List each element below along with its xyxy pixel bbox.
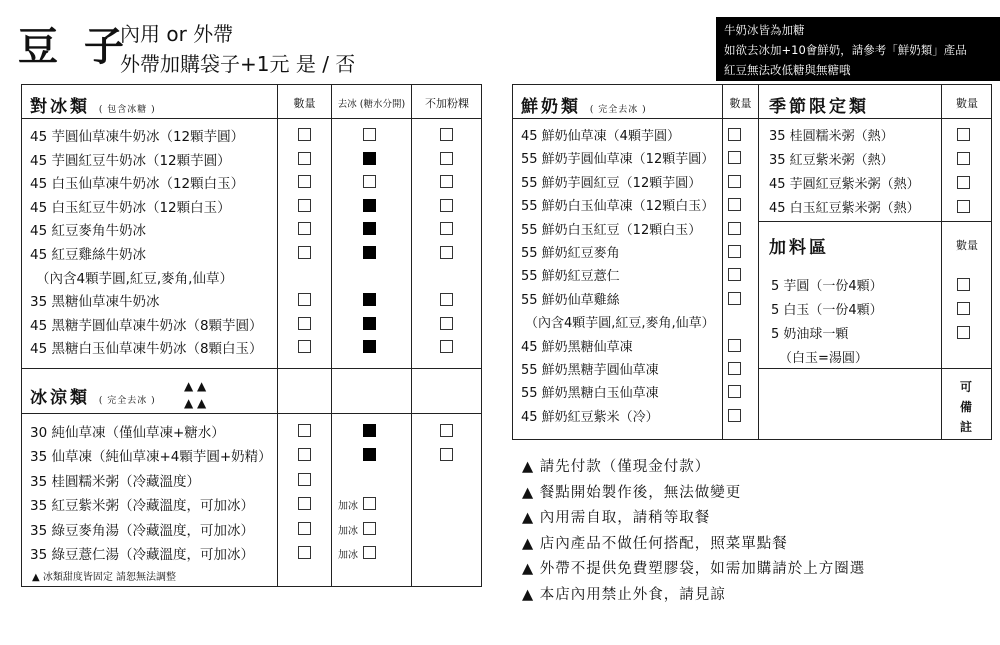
no-powder-checkbox[interactable] [440, 152, 453, 165]
qty-checkbox[interactable] [728, 128, 741, 141]
no-powder-checkbox[interactable] [440, 128, 453, 141]
qty-checkbox[interactable] [298, 522, 311, 535]
qty-checkbox[interactable] [957, 326, 970, 339]
cold-footnote: ▲ 冰類甜度皆固定 請恕無法調整 [32, 572, 177, 583]
cold-title: 冰涼類 ( 完全去冰 ) [30, 388, 156, 408]
rule-item: ▲ 本店內用禁止外食，請見諒 [522, 587, 726, 603]
qty-checkbox[interactable] [728, 245, 741, 258]
qty-checkbox[interactable] [728, 292, 741, 305]
qty-checkbox[interactable] [728, 198, 741, 211]
left-panel [21, 84, 482, 587]
shaved-ice-title: 對冰類 ( 包含冰糖 ) [30, 97, 156, 117]
menu-item: 45 黑糖芋圓仙草凍牛奶冰（8顆芋圓） [30, 317, 263, 334]
qty-checkbox[interactable] [298, 199, 311, 212]
menu-item: 35 仙草凍（純仙草凍+4顆芋圓+奶精） [30, 449, 272, 466]
qty-checkbox[interactable] [298, 222, 311, 235]
qty-checkbox[interactable] [728, 151, 741, 164]
no-powder-checkbox[interactable] [440, 424, 453, 437]
add-ice-checkbox[interactable] [363, 522, 376, 535]
menu-item: 45 鮮奶黑糖仙草凍 [521, 339, 633, 355]
add-ice-checkbox[interactable] [363, 497, 376, 510]
menu-item: 35 紅豆紫米粥（熱） [769, 153, 894, 168]
menu-item: 45 芋圓紅豆牛奶冰（12顆芋圓） [30, 152, 231, 169]
menu-item: （內含4顆芋圓,紅豆,麥角,仙草） [36, 270, 233, 287]
triangle-icon: ▲ ▲ [184, 396, 207, 410]
col-qty: 數量 [956, 97, 978, 110]
col-no-ice: 去冰 (糖水分開) [337, 99, 406, 110]
rule-item: ▲ 餐點開始製作後，無法做變更 [522, 484, 742, 501]
qty-checkbox[interactable] [728, 362, 741, 375]
menu-item: 35 綠豆麥角湯（冷藏溫度，可加冰） [30, 522, 254, 539]
notice-line: 紅豆無法改低糖與無糖哦 [724, 63, 851, 77]
menu-item: 55 鮮奶芋圓仙草凍（12顆芋圓） [521, 152, 715, 168]
no-ice-checkbox[interactable] [363, 448, 376, 461]
qty-checkbox[interactable] [298, 424, 311, 437]
menu-item: 5 白玉（一份4顆） [771, 303, 883, 318]
menu-item: 55 鮮奶紅豆麥角 [521, 246, 620, 261]
qty-checkbox[interactable] [298, 340, 311, 353]
menu-item: 55 鮮奶白玉紅豆（12顆白玉） [521, 222, 702, 238]
rule-item: ▲ 店內產品不做任何搭配，照菜單點餐 [522, 535, 788, 552]
col-qty: 數量 [293, 97, 316, 110]
col-qty: 數量 [729, 97, 752, 110]
no-powder-checkbox[interactable] [440, 448, 453, 461]
no-ice-checkbox[interactable] [363, 317, 376, 330]
seasonal-title: 季節限定類 [769, 97, 869, 117]
menu-item: 45 白玉紅豆紫米粥（熱） [769, 201, 920, 216]
menu-item: 35 桂圓糯米粥（冷藏溫度） [30, 473, 200, 490]
no-ice-checkbox[interactable] [363, 340, 376, 353]
menu-item: 35 紅豆紫米粥（冷藏溫度，可加冰） [30, 498, 254, 515]
qty-checkbox[interactable] [728, 385, 741, 398]
menu-item: 55 鮮奶黑糖芋圓仙草凍 [521, 363, 659, 378]
qty-checkbox[interactable] [298, 293, 311, 306]
menu-item: 45 芋圓紅豆紫米粥（熱） [769, 177, 920, 192]
qty-checkbox[interactable] [298, 448, 311, 461]
qty-checkbox[interactable] [298, 497, 311, 510]
add-ice-label: 加冰 [338, 501, 358, 513]
qty-checkbox[interactable] [298, 175, 311, 188]
menu-item: 45 紅豆麥角牛奶冰 [30, 223, 146, 240]
qty-checkbox[interactable] [298, 246, 311, 259]
menu-item: 55 鮮奶白玉仙草凍（12顆白玉） [521, 199, 715, 215]
no-ice-checkbox[interactable] [363, 199, 376, 212]
qty-checkbox[interactable] [298, 473, 311, 486]
no-ice-checkbox[interactable] [363, 152, 376, 165]
bag-option[interactable]: 外帶加購袋子+1元 是 / 否 [120, 52, 356, 76]
menu-item: 55 鮮奶仙草雞絲 [521, 292, 620, 308]
no-ice-checkbox[interactable] [363, 293, 376, 306]
qty-checkbox[interactable] [298, 546, 311, 559]
qty-checkbox[interactable] [298, 317, 311, 330]
qty-checkbox[interactable] [957, 302, 970, 315]
qty-checkbox[interactable] [957, 128, 970, 141]
no-ice-checkbox[interactable] [363, 424, 376, 437]
fresh-milk-title: 鮮奶類 ( 完全去冰 ) [521, 97, 647, 117]
menu-item: 55 鮮奶紅豆薏仁 [521, 269, 620, 285]
menu-item: 35 桂圓糯米粥（熱） [769, 129, 894, 144]
no-ice-checkbox[interactable] [363, 175, 376, 188]
qty-checkbox[interactable] [728, 222, 741, 235]
menu-item: 30 純仙草凍（僅仙草凍+糖水） [30, 425, 225, 441]
dine-option[interactable]: 內用 or 外帶 [120, 22, 234, 46]
menu-item: 35 黑糖仙草凍牛奶冰 [30, 294, 160, 311]
menu-item: 45 鮮奶紅豆紫米（冷） [521, 409, 659, 425]
menu-item: （內含4顆芋圓,紅豆,麥角,仙草） [525, 316, 715, 332]
remarks-label: 可備註 [959, 380, 972, 434]
qty-checkbox[interactable] [298, 152, 311, 165]
rule-item: ▲ 外帶不提供免費塑膠袋，如需加購請於上方圈選 [522, 561, 866, 578]
add-ice-label: 加冰 [338, 525, 358, 537]
menu-item: 5 奶油球一顆 [771, 327, 849, 342]
qty-checkbox[interactable] [957, 152, 970, 165]
no-powder-checkbox[interactable] [440, 175, 453, 188]
right-panel [512, 84, 992, 440]
no-powder-checkbox[interactable] [440, 340, 453, 353]
menu-item: 45 白玉仙草凍牛奶冰（12顆白玉） [30, 176, 245, 193]
qty-checkbox[interactable] [298, 128, 311, 141]
qty-checkbox[interactable] [728, 409, 741, 422]
no-powder-checkbox[interactable] [440, 293, 453, 306]
menu-item: 45 白玉紅豆牛奶冰（12顆白玉） [30, 199, 231, 216]
no-powder-checkbox[interactable] [440, 222, 453, 235]
menu-item: 5 芋圓（一份4顆） [771, 279, 883, 294]
notice-line: 如欲去冰加+10會鮮奶，請參考「鮮奶類」產品 [724, 43, 967, 57]
qty-checkbox[interactable] [728, 268, 741, 281]
toppings-title: 加料區 [769, 238, 829, 258]
menu-item: 35 綠豆薏仁湯（冷藏溫度，可加冰） [30, 547, 254, 563]
rule-item: ▲ 內用需自取，請稍等取餐 [522, 510, 711, 527]
menu-item: 55 鮮奶芋圓紅豆（12顆芋圓） [521, 175, 702, 191]
no-powder-checkbox[interactable] [440, 317, 453, 330]
qty-checkbox[interactable] [728, 339, 741, 352]
menu-item: 45 紅豆雞絲牛奶冰 [30, 247, 146, 263]
qty-checkbox[interactable] [957, 278, 970, 291]
no-ice-checkbox[interactable] [363, 246, 376, 259]
menu-item: 55 鮮奶黑糖白玉仙草凍 [521, 386, 659, 402]
qty-checkbox[interactable] [728, 175, 741, 188]
no-powder-checkbox[interactable] [440, 246, 453, 259]
menu-item: 45 鮮奶仙草凍（4顆芋圓） [521, 129, 680, 144]
qty-checkbox[interactable] [957, 200, 970, 213]
no-powder-checkbox[interactable] [440, 199, 453, 212]
qty-checkbox[interactable] [957, 176, 970, 189]
menu-item: 45 芋圓仙草凍牛奶冰（12顆芋圓） [30, 129, 245, 145]
col-no-powder: 不加粉粿 [425, 97, 469, 110]
rule-item: ▲ 請先付款（僅現金付款） [522, 459, 711, 475]
no-ice-checkbox[interactable] [363, 222, 376, 235]
menu-item: （白玉=湯圓） [779, 351, 868, 366]
add-ice-label: 加冰 [338, 550, 358, 561]
menu-item: 45 黑糖白玉仙草凍牛奶冰（8顆白玉） [30, 341, 263, 358]
add-ice-checkbox[interactable] [363, 546, 376, 559]
notice-line: 牛奶冰皆為加糖 [724, 23, 805, 37]
notice-box [716, 17, 1000, 81]
no-ice-checkbox[interactable] [363, 128, 376, 141]
col-qty: 數量 [956, 239, 978, 252]
triangle-icon: ▲ ▲ [184, 379, 207, 393]
brand-title: 豆 子 [18, 23, 130, 70]
